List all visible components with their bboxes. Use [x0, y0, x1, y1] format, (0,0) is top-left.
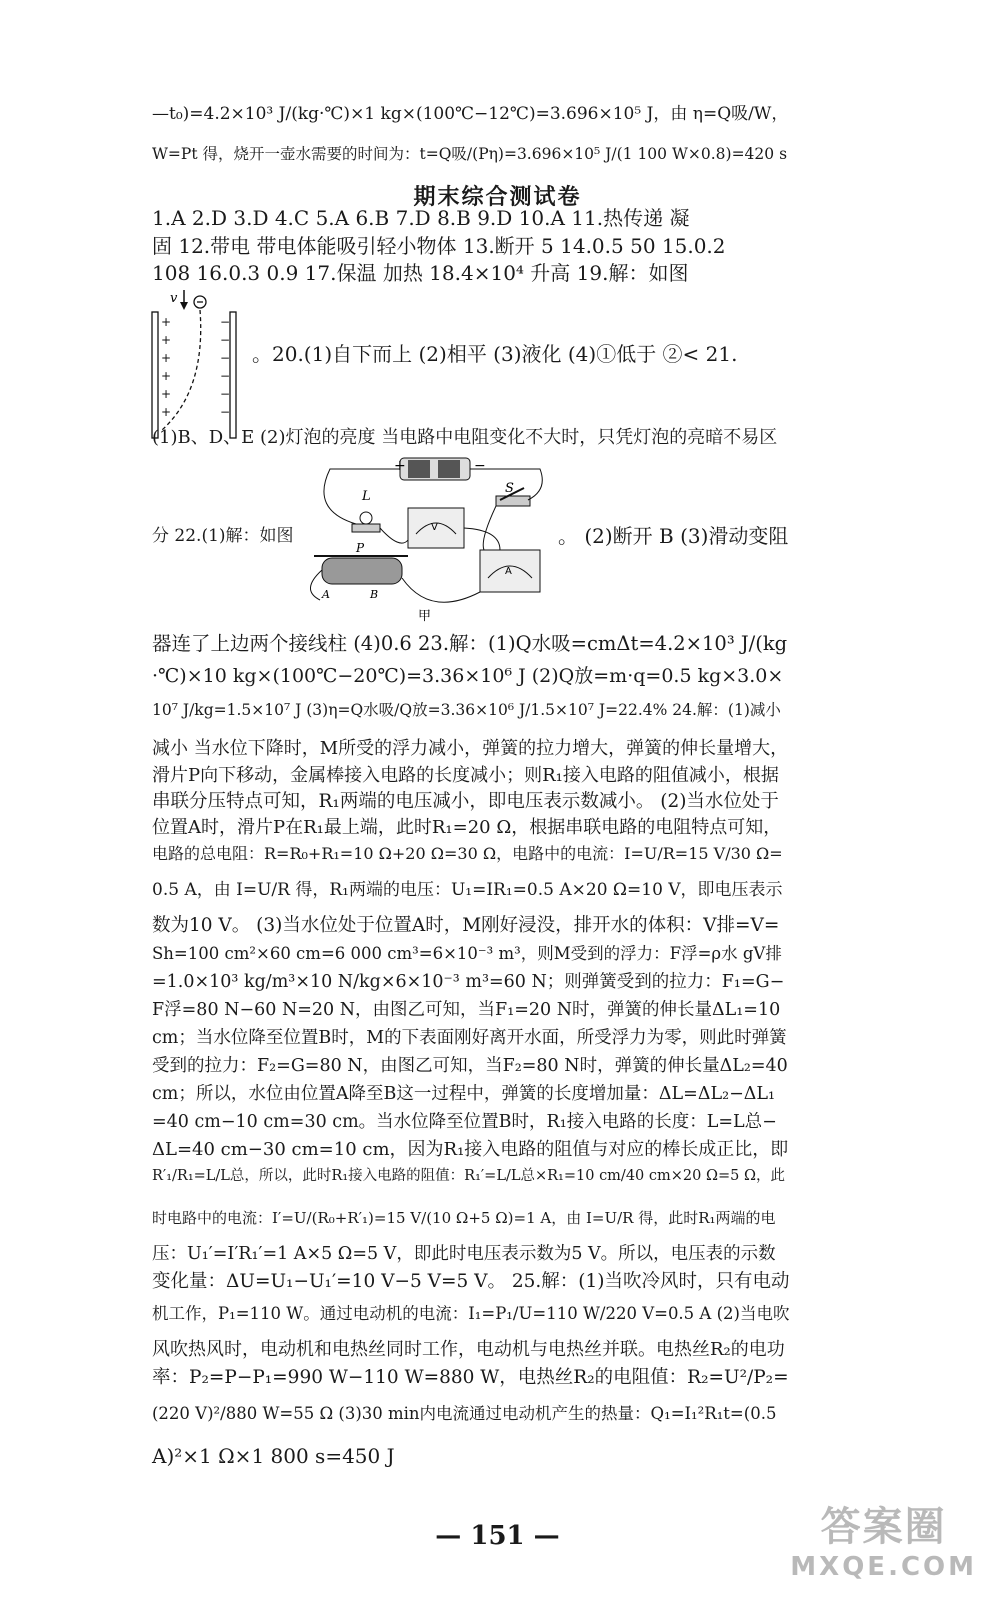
text-line: =40 cm−10 cm=30 cm。当水位降至位置B时，R₁接入电路的长度：L=L总− [152, 1112, 777, 1132]
text-line: 器连了上边两个接线柱 (4)0.6 23.解：(1)Q水吸=cmΔt=4.2×10³ J/(kg [152, 632, 788, 655]
svg-text:+: + [161, 369, 172, 383]
slider-label: P [356, 541, 365, 555]
svg-text:+: + [394, 458, 406, 474]
figure-caption: 甲 [418, 609, 432, 622]
figure-22-circuit [300, 450, 550, 622]
intro-line-1: —t₀)=4.2×10³ J/(kg·℃)×1 kg×(100℃−12℃)=3.696×10⁵ J，由 η=Q吸/W， [152, 104, 789, 124]
text-line: Sh=100 cm²×60 cm=6 000 cm³=6×10⁻³ m³，则M受到的浮力：F浮=ρ水 gV排 [152, 944, 782, 963]
text-line: A)²×1 Ω×1 800 s=450 J [152, 1444, 395, 1468]
text-line: 时电路中的电流：I′=U/(R₀+R′₁)=15 V/(10 Ω+5 Ω)=1 A，由 I=U/R 得，此时R₁两端的电 [152, 1209, 776, 1227]
watermark-logo [790, 1495, 977, 1582]
text-line: (220 V)²/880 W=55 Ω (3)30 min内电流通过电动机产生的热量：Q₁=I₁²R₁t=(0.5 [152, 1404, 777, 1423]
text-line: 滑片P向下移动，金属棒接入电路的长度减小；则R₁接入电路的阻值减小，根据 [152, 765, 779, 786]
text-line: ·℃)×10 kg×(100℃−20℃)=3.36×10⁶ J (2)Q放=m·q=0.5 kg×3.0× [152, 665, 784, 687]
text-line: cm；当水位降至位置B时，M的下表面刚好离开水面，所受浮力为零，则此时弹簧 [152, 1028, 787, 1048]
terminal-b-label: B [370, 588, 379, 601]
text-line: R′₁/R₁=L/L总，所以，此时R₁接入电路的阻值：R₁′=L/L总×R₁=10 cm/40 cm×20 Ω=5 Ω，此 [152, 1168, 785, 1184]
text-line: 。20.(1)自下而上 (2)相平 (3)液化 (4)①低于 ②< 21. [252, 342, 738, 366]
text-line: 。 (2)断开 B (3)滑动变阻 [558, 524, 789, 548]
svg-text:+: + [161, 333, 172, 347]
text-line: 风吹热风时，电动机和电热丝同时工作，电动机与电热丝并联。电热丝R₂的电功 [152, 1339, 785, 1360]
watermark-bottom: MXQE.COM [790, 1552, 977, 1582]
text-line: =1.0×10³ kg/m³×10 N/kg×6×10⁻³ m³=60 N；则弹簧受到的拉力：F₁=G− [152, 972, 785, 992]
text-line: 变化量：ΔU=U₁−U₁′=10 V−5 V=5 V。 25.解：(1)当吹冷风时，只有电动 [152, 1271, 790, 1292]
text-line: 减小 当水位下降时，M所受的浮力减小，弹簧的拉力增大，弹簧的伸长量增大， [152, 738, 789, 759]
intro-line-2: W=Pt 得，烧开一壶水需要的时间为：t=Q吸/(Pη)=3.696×10⁵ J/(1 100 W×0.8)=420 s [152, 145, 788, 163]
svg-text:−: − [220, 333, 231, 347]
page-number: — 151 — [435, 1521, 560, 1551]
svg-text:−: − [220, 405, 231, 419]
svg-text:+: + [161, 387, 172, 401]
text-line: 108 16.0.3 0.9 17.保温 加热 18.4×10⁴ 升高 19.解：如图 [152, 261, 689, 285]
text-line: 位置A时，滑片P在R₁最上端，此时R₁=20 Ω，根据串联电路的电阻特点可知， [152, 817, 782, 838]
text-line: 压：U₁′=I′R₁′=1 A×5 Ω=5 V，即此时电压表示数为5 V。所以，电压表的示数 [152, 1244, 776, 1264]
figure-19-diagram [148, 290, 248, 442]
text-line: 率：P₂=P−P₁=990 W−110 W=880 W，电热丝R₂的电阻值：R₂=U²/P₂= [152, 1367, 789, 1388]
text-line: 10⁷ J/kg=1.5×10⁷ J (3)η=Q水吸/Q放=3.36×10⁶ J/1.5×10⁷ J=22.4% 24.解：(1)减小 [152, 701, 781, 719]
section-title: 期末综合测试卷 [413, 185, 582, 210]
text-line: F浮=80 N−60 N=20 N，由图乙可知，当F₁=20 N时，弹簧的伸长量ΔL₁=10 [152, 1000, 781, 1020]
lamp-label: L [362, 489, 371, 504]
text-line: 机工作，P₁=110 W。通过电动机的电流：I₁=P₁/U=110 W/220 V=0.5 A (2)当电吹 [152, 1304, 790, 1323]
svg-text:−: − [220, 369, 231, 383]
text-line: 1.A 2.D 3.D 4.C 5.A 6.B 7.D 8.B 9.D 10.A 11.热传递 凝 [152, 206, 690, 230]
switch-label: S [505, 481, 514, 496]
svg-text:−: − [220, 315, 231, 329]
text-line: ΔL=40 cm−30 cm=10 cm，因为R₁接入电路的阻值与对应的棒长成正比，即 [152, 1139, 789, 1160]
svg-text:+: + [161, 351, 172, 365]
text-line: 串联分压特点可知，R₁两端的电压减小，即电压表示数减小。 (2)当水位处于 [152, 791, 779, 812]
ammeter-label: A [505, 566, 512, 577]
svg-text:+: + [161, 315, 172, 329]
svg-text:−: − [474, 458, 486, 474]
svg-text:+: + [161, 405, 172, 419]
text-line: 0.5 A，由 I=U/R 得，R₁两端的电压：U₁=IR₁=0.5 A×20 Ω=10 V，即电压表示 [152, 880, 783, 900]
text-line: cm；所以，水位由位置A降至B这一过程中，弹簧的长度增加量：ΔL=ΔL₂−ΔL₁ [152, 1084, 776, 1104]
text-line: 固 12.带电 带电体能吸引轻小物体 13.断开 5 14.0.5 50 15.0.2 [152, 234, 726, 258]
text-line: 电路的总电阻：R=R₀+R₁=10 Ω+20 Ω=30 Ω，电路中的电流：I=U/R=15 V/30 Ω= [152, 844, 783, 863]
svg-text:−: − [220, 387, 231, 401]
text-line: 分 22.(1)解：如图 [152, 526, 294, 546]
svg-text:−: − [220, 351, 231, 365]
voltmeter-label: V [431, 522, 438, 533]
watermark-top: 答案圈 [820, 1504, 947, 1550]
text-line: 数为10 V。 (3)当水位处于位置A时，M刚好浸没，排开水的体积：V排=V= [152, 915, 780, 936]
text-line: 受到的拉力：F₂=G=80 N，由图乙可知，当F₂=80 N时，弹簧的伸长量ΔL₂=40 [152, 1056, 788, 1076]
terminal-a-label: A [322, 588, 330, 601]
velocity-label: v [170, 291, 178, 306]
text-line: (1)B、D、E (2)灯泡的亮度 当电路中电阻变化不大时，只凭灯泡的亮暗不易区 [152, 427, 778, 448]
